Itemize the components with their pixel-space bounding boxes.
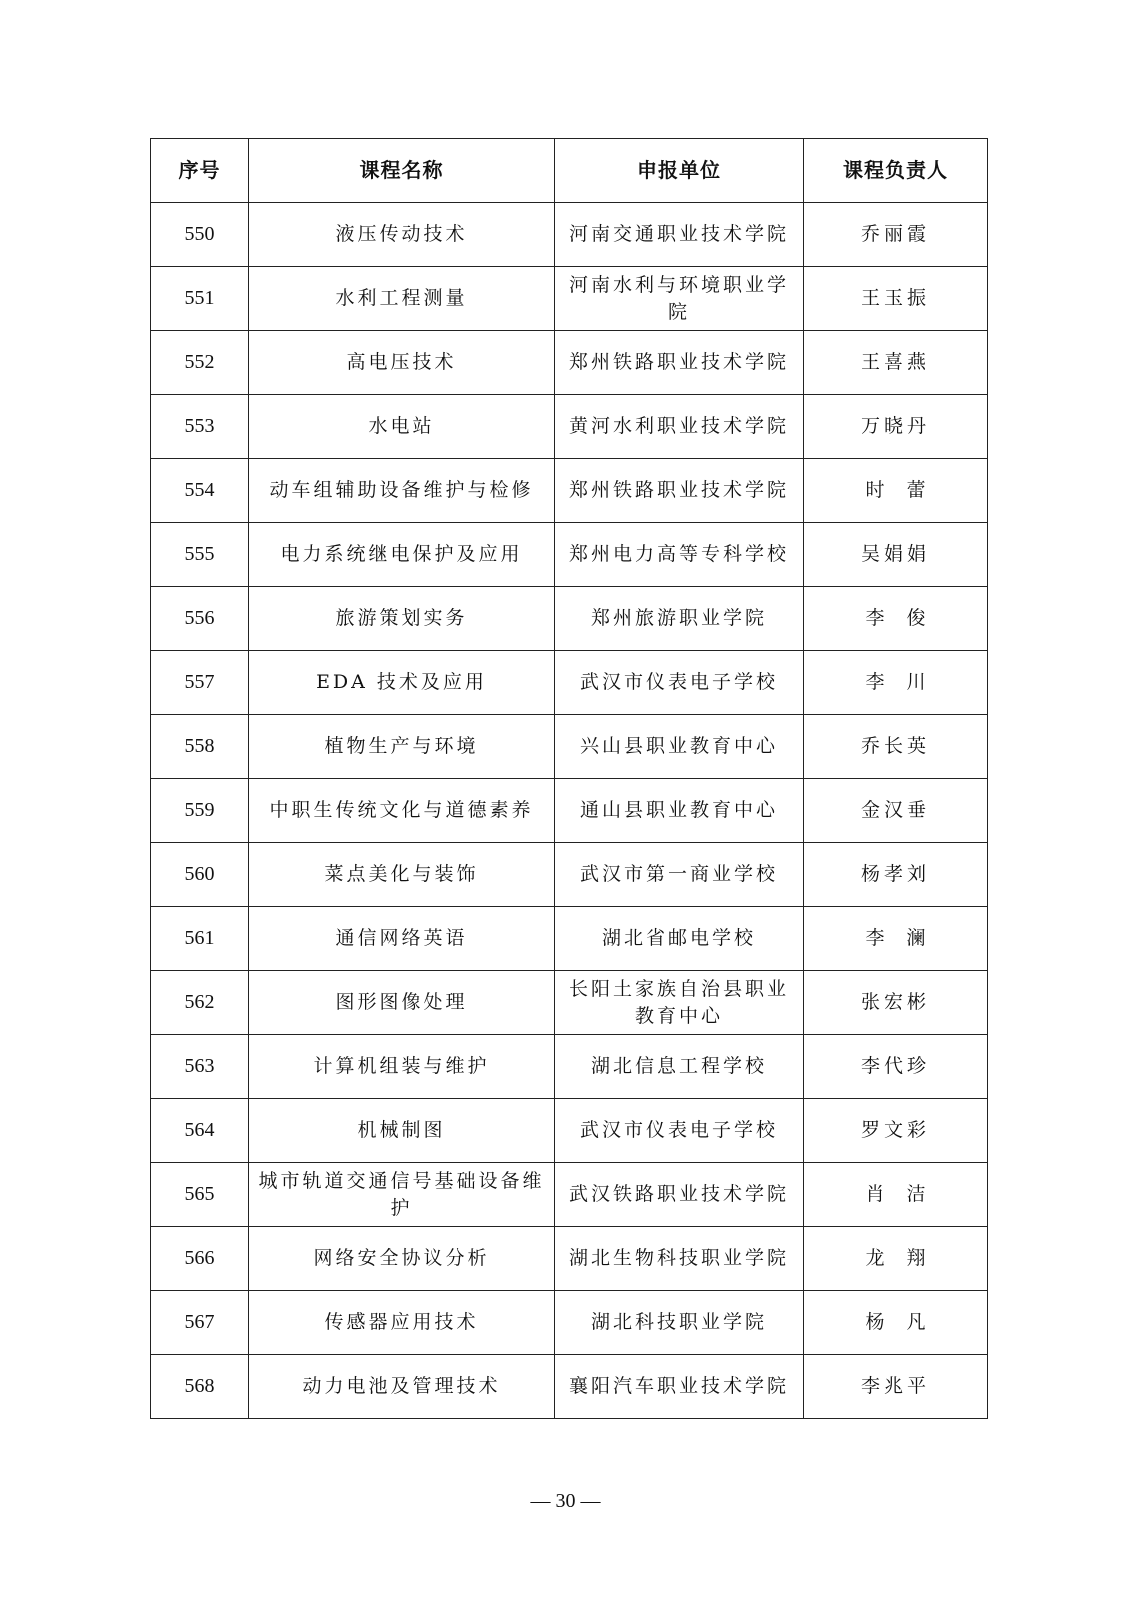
table-row (151, 779, 988, 843)
cell-course-name: 通信网络英语 (249, 907, 555, 971)
cell-applying-unit: 河南交通职业技术学院 (555, 203, 804, 267)
cell-applying-unit: 通山县职业教育中心 (555, 779, 804, 843)
cell-course-name: 菜点美化与装饰 (249, 843, 555, 907)
table-row (151, 907, 988, 971)
cell-serial-number: 554 (151, 459, 249, 523)
table-row (151, 331, 988, 395)
cell-serial-number: 559 (151, 779, 249, 843)
cell-applying-unit: 兴山县职业教育中心 (555, 715, 804, 779)
cell-course-name: 机械制图 (249, 1099, 555, 1163)
header-course-name: 课程名称 (249, 139, 555, 203)
cell-applying-unit: 武汉市第一商业学校 (555, 843, 804, 907)
table-row (151, 715, 988, 779)
cell-course-owner: 李兆平 (804, 1355, 988, 1419)
cell-applying-unit: 河南水利与环境职业学院 (555, 267, 804, 331)
cell-serial-number: 564 (151, 1099, 249, 1163)
table-row (151, 1035, 988, 1099)
cell-applying-unit: 长阳土家族自治县职业教育中心 (555, 971, 804, 1035)
header-applying-unit: 申报单位 (555, 139, 804, 203)
cell-course-owner: 肖洁 (804, 1163, 988, 1227)
table-row (151, 651, 988, 715)
cell-course-name: 高电压技术 (249, 331, 555, 395)
cell-applying-unit: 襄阳汽车职业技术学院 (555, 1355, 804, 1419)
cell-course-owner: 李俊 (804, 587, 988, 651)
cell-course-name: 电力系统继电保护及应用 (249, 523, 555, 587)
cell-applying-unit: 武汉市仪表电子学校 (555, 1099, 804, 1163)
table-row (151, 523, 988, 587)
cell-course-name: 水利工程测量 (249, 267, 555, 331)
cell-applying-unit: 郑州铁路职业技术学院 (555, 331, 804, 395)
cell-course-name: 传感器应用技术 (249, 1291, 555, 1355)
cell-course-owner: 杨孝刘 (804, 843, 988, 907)
table-row (151, 395, 988, 459)
cell-serial-number: 563 (151, 1035, 249, 1099)
cell-course-name: 计算机组装与维护 (249, 1035, 555, 1099)
cell-course-owner: 王玉振 (804, 267, 988, 331)
cell-course-name: 网络安全协议分析 (249, 1227, 555, 1291)
cell-serial-number: 555 (151, 523, 249, 587)
cell-serial-number: 566 (151, 1227, 249, 1291)
cell-applying-unit: 湖北信息工程学校 (555, 1035, 804, 1099)
cell-course-name: 水电站 (249, 395, 555, 459)
cell-course-name: 中职生传统文化与道德素养 (249, 779, 555, 843)
cell-course-name: 植物生产与环境 (249, 715, 555, 779)
cell-course-owner: 时蕾 (804, 459, 988, 523)
cell-course-name: 图形图像处理 (249, 971, 555, 1035)
cell-serial-number: 567 (151, 1291, 249, 1355)
cell-serial-number: 558 (151, 715, 249, 779)
table-row (151, 1227, 988, 1291)
cell-course-name: 动车组辅助设备维护与检修 (249, 459, 555, 523)
cell-course-name: EDA 技术及应用 (249, 651, 555, 715)
cell-serial-number: 568 (151, 1355, 249, 1419)
header-serial-number: 序号 (151, 139, 249, 203)
cell-course-owner: 金汉垂 (804, 779, 988, 843)
cell-serial-number: 556 (151, 587, 249, 651)
cell-applying-unit: 郑州铁路职业技术学院 (555, 459, 804, 523)
cell-course-name: 液压传动技术 (249, 203, 555, 267)
cell-course-owner: 万晓丹 (804, 395, 988, 459)
cell-serial-number: 562 (151, 971, 249, 1035)
table-row (151, 1099, 988, 1163)
cell-applying-unit: 黄河水利职业技术学院 (555, 395, 804, 459)
cell-course-owner: 李川 (804, 651, 988, 715)
cell-serial-number: 551 (151, 267, 249, 331)
cell-course-owner: 乔长英 (804, 715, 988, 779)
table-row (151, 459, 988, 523)
table-header-row (151, 139, 988, 203)
course-table (150, 138, 988, 1419)
page-number: — 30 — (530, 1490, 601, 1512)
cell-applying-unit: 湖北生物科技职业学院 (555, 1227, 804, 1291)
cell-applying-unit: 武汉市仪表电子学校 (555, 651, 804, 715)
cell-course-owner: 吴娟娟 (804, 523, 988, 587)
cell-serial-number: 565 (151, 1163, 249, 1227)
table-row (151, 1355, 988, 1419)
table-row (151, 843, 988, 907)
cell-serial-number: 552 (151, 331, 249, 395)
header-course-owner: 课程负责人 (804, 139, 988, 203)
cell-serial-number: 550 (151, 203, 249, 267)
cell-applying-unit: 湖北科技职业学院 (555, 1291, 804, 1355)
cell-course-name: 旅游策划实务 (249, 587, 555, 651)
cell-applying-unit: 郑州旅游职业学院 (555, 587, 804, 651)
cell-serial-number: 560 (151, 843, 249, 907)
table-row (151, 971, 988, 1035)
cell-course-owner: 杨凡 (804, 1291, 988, 1355)
cell-course-name: 城市轨道交通信号基础设备维护 (249, 1163, 555, 1227)
cell-course-owner: 张宏彬 (804, 971, 988, 1035)
cell-applying-unit: 湖北省邮电学校 (555, 907, 804, 971)
cell-applying-unit: 武汉铁路职业技术学院 (555, 1163, 804, 1227)
cell-serial-number: 557 (151, 651, 249, 715)
cell-course-owner: 罗文彩 (804, 1099, 988, 1163)
cell-serial-number: 561 (151, 907, 249, 971)
cell-course-owner: 王喜燕 (804, 331, 988, 395)
table-row (151, 203, 988, 267)
table-row (151, 267, 988, 331)
cell-course-owner: 乔丽霞 (804, 203, 988, 267)
cell-course-owner: 李代珍 (804, 1035, 988, 1099)
cell-serial-number: 553 (151, 395, 249, 459)
table-row (151, 587, 988, 651)
table-row (151, 1163, 988, 1227)
table-row (151, 1291, 988, 1355)
cell-applying-unit: 郑州电力高等专科学校 (555, 523, 804, 587)
cell-course-owner: 李澜 (804, 907, 988, 971)
cell-course-owner: 龙翔 (804, 1227, 988, 1291)
cell-course-name: 动力电池及管理技术 (249, 1355, 555, 1419)
